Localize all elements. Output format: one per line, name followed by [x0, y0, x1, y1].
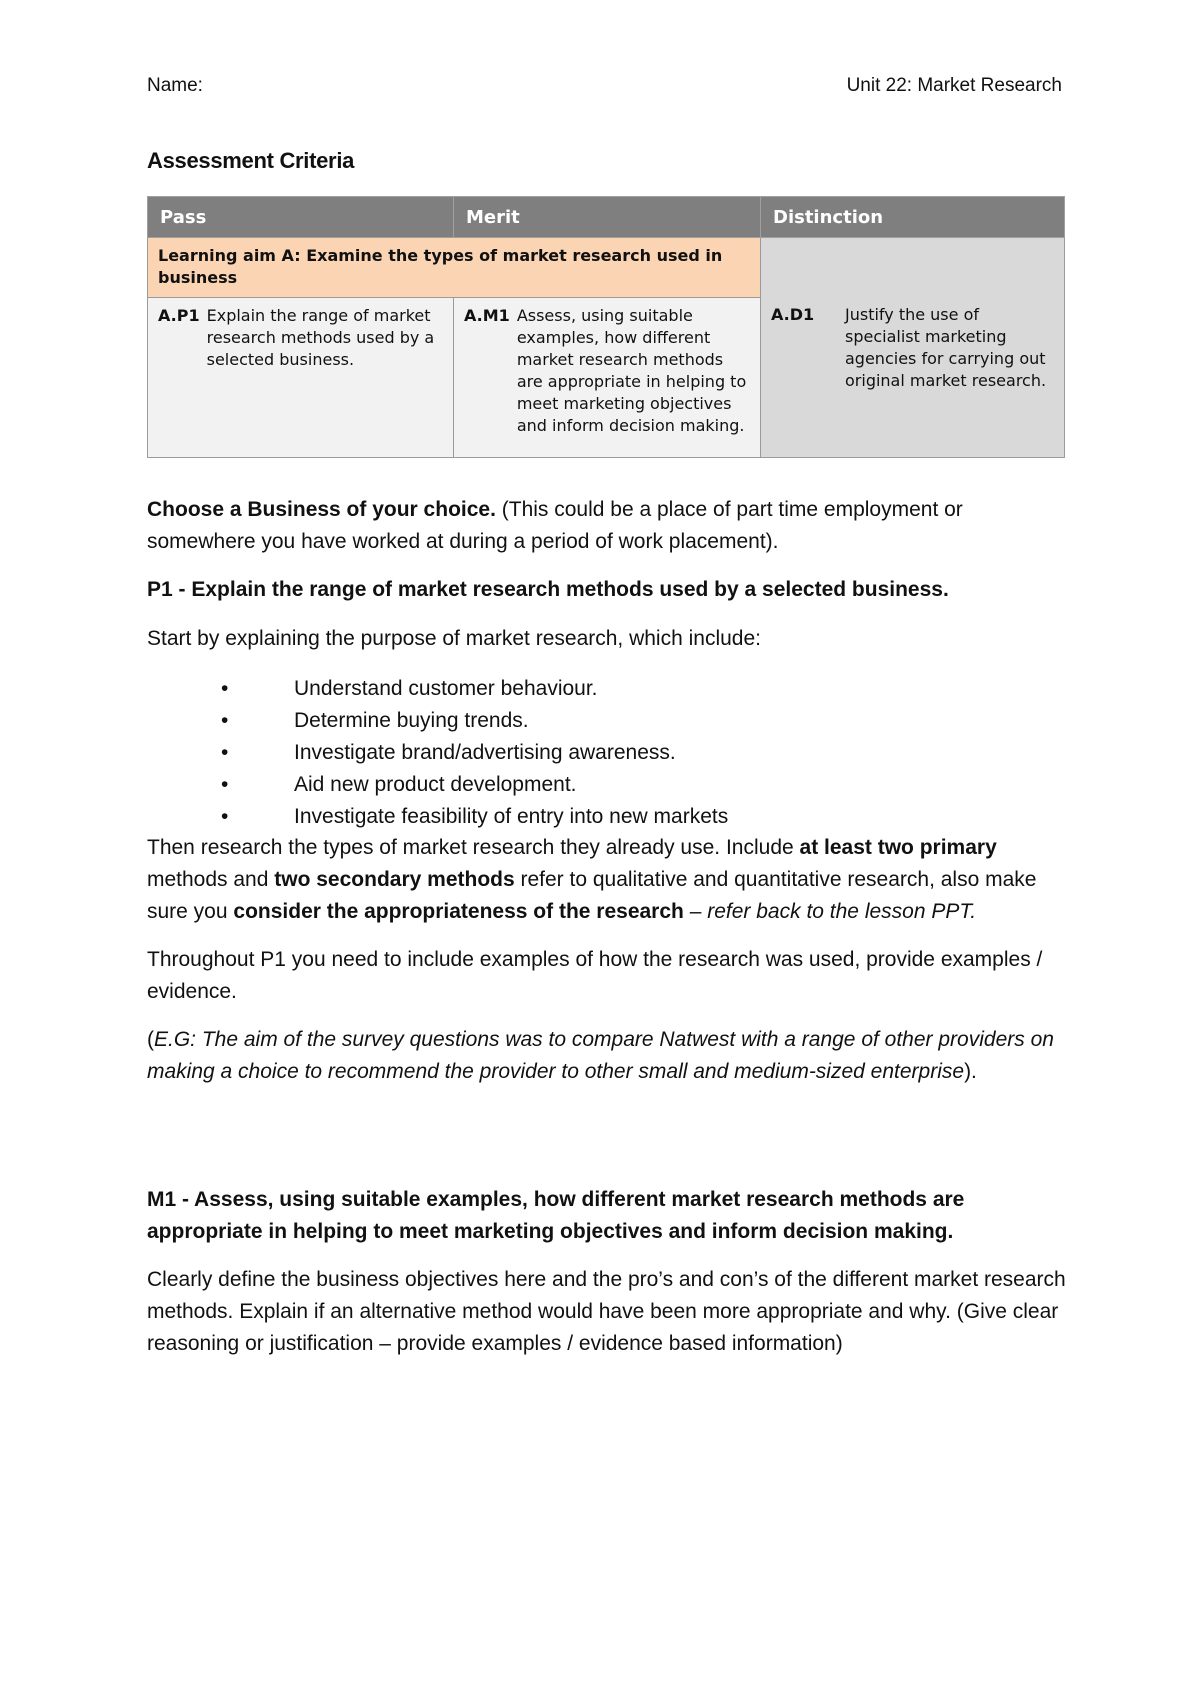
column-header-pass: Pass: [148, 197, 454, 238]
list-item-text: Aid new product development.: [294, 773, 577, 796]
list-item: [147, 705, 1067, 737]
research-note: refer back to the lesson PPT.: [707, 900, 977, 923]
p1-intro: Start by explaining the purpose of market research, which include:: [147, 627, 761, 650]
research-emphasis: at least two primary: [799, 836, 997, 859]
choose-business-lead: Choose a Business of your choice.: [147, 498, 496, 521]
bullet-icon: •: [221, 741, 229, 764]
throughout-paragraph: Throughout P1 you need to include examples of how the research was used, provide examples / evidence.: [147, 948, 1043, 1003]
name-label: Name:: [147, 75, 203, 96]
research-paragraph: [147, 832, 1067, 928]
distinction-cell: [761, 238, 1065, 458]
criterion-code: A.M1: [464, 306, 510, 325]
assessment-criteria-table: [147, 196, 1065, 458]
unit-title: Unit 22: Market Research: [846, 75, 1062, 96]
research-emphasis: consider the appropriateness of the research: [233, 900, 684, 923]
list-item: [147, 801, 1067, 833]
list-item: [147, 769, 1067, 801]
list-item-text: Understand customer behaviour.: [294, 677, 598, 700]
list-item: [147, 673, 1067, 705]
assessment-criteria-heading: Assessment Criteria: [147, 148, 355, 173]
research-text: refer to qualitative and quantitative research, also make sure you: [147, 868, 1037, 923]
example-bracket: ).: [964, 1060, 977, 1083]
criteria-header-row: [148, 197, 1065, 238]
pass-criterion: [158, 305, 443, 371]
research-text: Then research the types of market research they already use. Include: [147, 836, 800, 859]
merit-cell: [454, 298, 761, 458]
criterion-text: Explain the range of market research methods used by a selected business.: [206, 306, 435, 369]
example-bracket: (: [147, 1028, 154, 1051]
criterion-code: A.D1: [771, 304, 815, 324]
purposes-list: [147, 673, 1067, 833]
research-text: –: [683, 900, 708, 923]
list-item: [147, 737, 1067, 769]
example-paragraph: [147, 1024, 1067, 1088]
list-item-text: Determine buying trends.: [294, 709, 529, 732]
column-header-distinction: Distinction: [761, 197, 1065, 238]
research-text: methods and: [147, 868, 275, 891]
learning-aim-cell: Learning aim A: Examine the types of market research used in business: [148, 238, 761, 298]
list-item-text: Investigate brand/advertising awareness.: [294, 741, 676, 764]
choose-business-detail: (This could be a place of part time employment or somewhere you have worked at during a period of work placement).: [147, 498, 963, 553]
purposes-list-wrap: [147, 673, 1067, 833]
merit-criterion: [464, 305, 750, 437]
bullet-icon: •: [221, 805, 229, 828]
m1-heading: M1 - Assess, using suitable examples, how different market research methods are appropriate in helping to meet marketing objectives and inform decision making.: [147, 1188, 965, 1243]
criterion-text: Assess, using suitable examples, how different market research methods are appropriate in helping to meet marketing objectives and inform decision making.: [516, 306, 747, 435]
list-item-text: Investigate feasibility of entry into new markets: [294, 805, 729, 828]
research-emphasis: two secondary methods: [274, 868, 515, 891]
column-header-merit: Merit: [454, 197, 761, 238]
distinction-criterion: [771, 304, 1054, 392]
choose-business-paragraph: [147, 494, 1067, 558]
learning-aim-row: [148, 238, 1065, 298]
p1-heading: P1 - Explain the range of market research methods used by a selected business.: [147, 578, 949, 601]
criterion-code: A.P1: [158, 306, 200, 325]
bullet-icon: •: [221, 773, 229, 796]
pass-cell: [148, 298, 454, 458]
m1-body: Clearly define the business objectives here and the pro’s and con’s of the different market research methods. Explain if an alternative method would have been more appropriate and why. (Give clear reasoning or justification – provide examples / evidence based information): [147, 1268, 1066, 1355]
bullet-icon: •: [221, 709, 229, 732]
bullet-icon: •: [221, 677, 229, 700]
example-text: E.G: The aim of the survey questions was to compare Natwest with a range of other providers on making a choice to recommend the provider to other small and medium-sized enterprise: [147, 1028, 1054, 1083]
criterion-text: Justify the use of specialist marketing agencies for carrying out original market research.: [845, 304, 1047, 390]
